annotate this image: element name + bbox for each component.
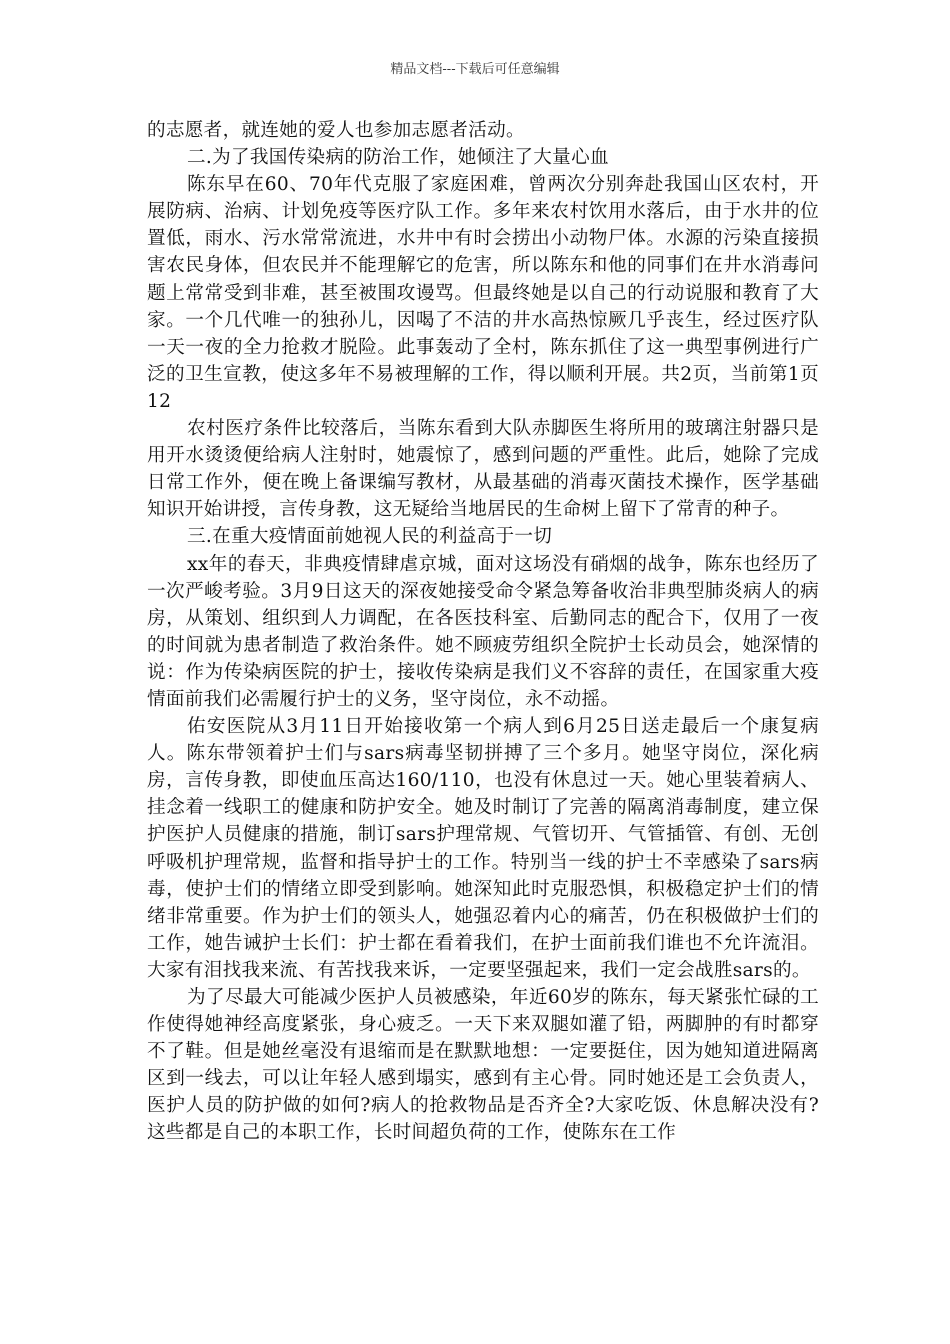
body-paragraph: 佑安医院从3月11日开始接收第一个病人到6月25日送走最后一个康复病人。陈东带领着护士们与sars病毒坚韧拼搏了三个多月。她坚守岗位，深化病房，言传身教，即使血压高达160/110，也没有休息过一天。她心里装着病人、挂念着一线职工的健康和防护安全。她及时制订了完善的隔离消毒制度，建立保护医护人员健康的措施，制订sars护理常规、气管切开、气管插管、有创、无创呼吸机护理常规，监督和指导护士的工作。特别当一线的护士不幸感染了sars病毒，使护士们的情绪立即受到影响。她深知此时克服恐惧，积极稳定护士们的情绪非常重要。作为护士们的领头人，她强忍着内心的痛苦，仍在积极做护士们的工作，她告诫护士长们：护士都在看着我们，在护士面前我们谁也不允许流泪。大家有泪找我来流、有苦找我来诉，一定要坚强起来，我们一定会战胜sars的。 (147, 716, 819, 981)
body-paragraph: 的志愿者，就连她的爱人也参加志愿者活动。 (147, 120, 525, 141)
body-paragraph: 为了尽最大可能减少医护人员被感染，年近60岁的陈东，每天紧张忙碌的工作使得她神经高度紧张，身心疲乏。一天下来双腿如灌了铅，两脚肿的有时都穿不了鞋。但是她丝毫没有退缩而是在默默地想：一定要挺住，因为她知道进隔离区到一线去，可以让年轻人感到塌实，感到有主心骨。同时她还是工会负责人，医护人员的防护做的如何?病人的抢救物品是否齐全?大家吃饭、休息解决没有?这些都是自己的本职工作，长时间超负荷的工作，使陈东在工作 (147, 987, 819, 1144)
body-paragraph: 农村医疗条件比较落后，当陈东看到大队赤脚医生将所用的玻璃注射器只是用开水烫烫便给病人注射时，她震惊了，感到问题的严重性。此后，她除了完成日常工作外，便在晚上备课编写教材，从最基础的消毒灭菌技术操作，医学基础知识开始讲授，言传身教，这无疑给当地居民的生命树上留下了常青的种子。 (147, 418, 819, 521)
body-paragraph: 三.在重大疫情面前她视人民的利益高于一切 (186, 526, 553, 548)
page-header: 精品文档---下载后可任意编辑 (390, 62, 560, 77)
document-body (147, 117, 819, 1147)
body-paragraph: 二.为了我国传染病的防治工作，她倾注了大量心血 (186, 147, 609, 169)
body-paragraph: 陈东早在60、70年代克服了家庭困难，曾两次分别奔赴我国山区农村，开展防病、治病、计划免疫等医疗队工作。多年来农村饮用水落后，由于水井的位置低，雨水、污水常常流进，水井中有时会捞出小动物尸体。水源的污染直接损害农民身体，但农民并不能理解它的危害，所以陈东和他的同事们在井水消毒问题上常常受到非难，甚至被围攻谩骂。但最终她是以自己的行动说服和教育了大家。一个几代唯一的独孙儿，因喝了不洁的井水高热惊厥几乎丧生，经过医疗队一天一夜的全力抢救才脱险。此事轰动了全村，陈东抓住了这一典型事例进行广泛的卫生宣教，使这多年不易被理解的工作，得以顺利开展。共2页，当前第1页12 (147, 174, 819, 412)
body-paragraph: xx年的春天，非典疫情肆虐京城，面对这场没有硝烟的战争，陈东也经历了一次严峻考验。3月9日这天的深夜她接受命令紧急筹备收治非典型肺炎病人的病房，从策划、组织到人力调配，在各医技科室、后勤同志的配合下，仅用了一夜的时间就为患者制造了救治条件。她不顾疲劳组织全院护士长动员会，她深情的说：作为传染病医院的护士，接收传染病是我们义不容辞的责任，在国家重大疫情面前我们必需履行护士的义务，坚守岗位，永不动摇。 (147, 553, 819, 710)
